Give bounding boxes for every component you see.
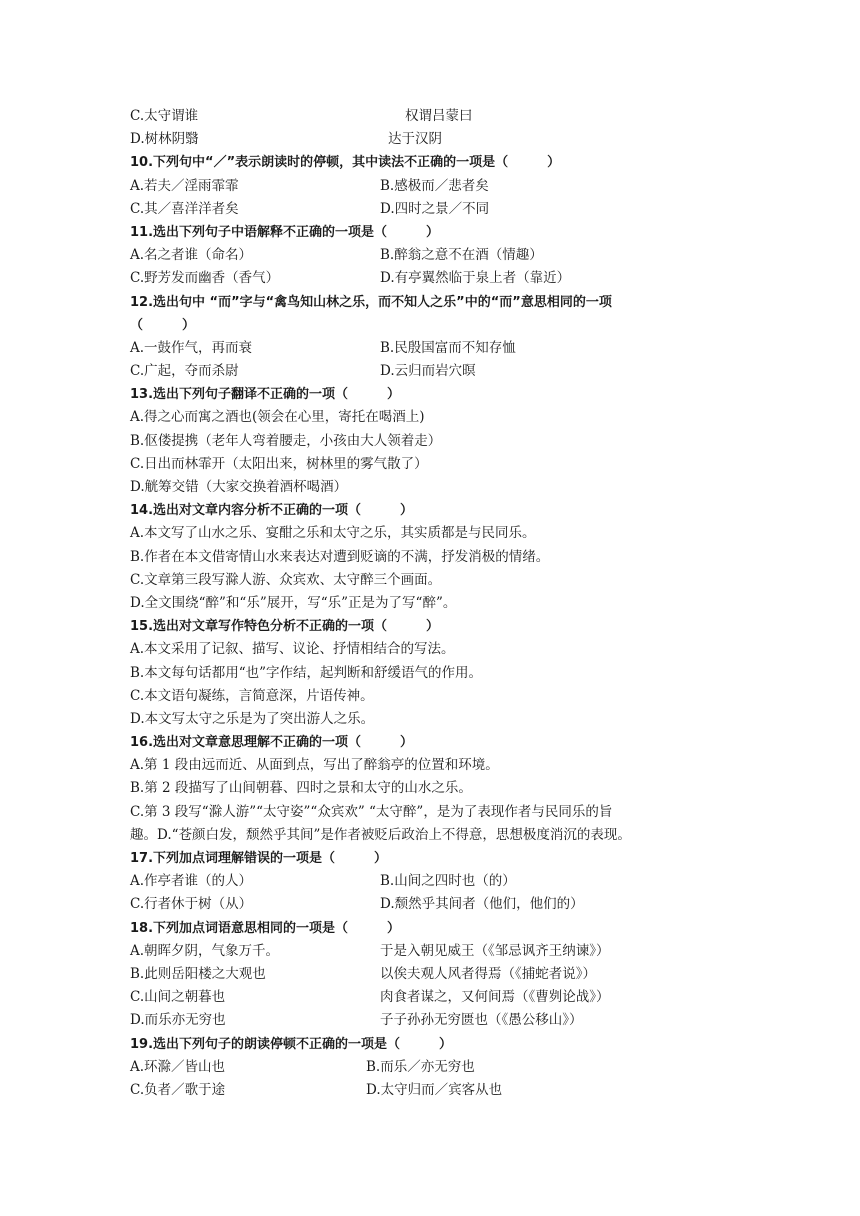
option-d: D.云归而岩穴暝 — [380, 363, 476, 380]
option-c: C.第 3 段写“滁人游”“太守姿”“众宾欢” “太守醉”，是为了表现作者与民同乐的旨 — [130, 803, 613, 820]
option-d: D.四时之景／不同 — [380, 200, 490, 217]
option-b-right: 以俟夫观人风者得焉（《捕蛇者说》） — [380, 965, 596, 982]
option-c: C.行者休于树（从） — [130, 896, 253, 913]
q12-options-ab — [130, 337, 740, 360]
exam-page — [130, 105, 740, 1102]
q11-options-cd — [130, 267, 740, 290]
question-16: 16.选出对文章意思理解不正确的一项（ ） — [130, 735, 414, 751]
option-b: B.民殷国富而不知存恤 — [380, 339, 516, 356]
option-a: A.环滁／皆山也 — [130, 1058, 226, 1075]
option-b-left: B.此则岳阳楼之大观也 — [130, 965, 266, 982]
option-text: D.树林阴翳 — [130, 131, 199, 148]
option-a: A.第 1 段由远而近、从面到点，写出了醉翁亭的位置和环境。 — [130, 757, 499, 774]
option-b: B.作者在本文借寄情山水来表达对遭到贬谪的不满，抒发消极的情绪。 — [130, 548, 550, 565]
option-c: C.日出而林霏开（太阳出来，树林里的雾气散了） — [130, 455, 428, 472]
option-d: D.觥筹交错（大家交换着酒杯喝酒） — [130, 479, 348, 495]
question-15: 15.选出对文章写作特色分析不正确的一项（ ） — [130, 619, 440, 635]
question-17: 17.下列加点词理解错误的一项是（ ） — [130, 851, 388, 866]
q11-options-ab — [130, 244, 740, 267]
q17-options-cd — [130, 893, 740, 916]
option-a: A.本文采用了记叙、描写、议论、抒情相结合的写法。 — [130, 641, 455, 658]
q19-options-cd — [130, 1079, 740, 1102]
q18-option-b — [130, 963, 740, 986]
q9-options-d — [130, 128, 740, 151]
option-text: 权谓吕蒙曰 — [405, 108, 473, 124]
q9-options-c — [130, 105, 740, 128]
q10-options-ab — [130, 175, 740, 198]
option-d: D.本文写太守之乐是为了突出游人之乐。 — [130, 710, 375, 727]
option-text: 达于汉阴 — [388, 131, 442, 148]
q12-options-cd — [130, 360, 740, 383]
question-18: 18.下列加点词语意思相同的一项是（ ） — [130, 920, 401, 936]
option-d: D.全文围绕“醉”和“乐”展开，写“乐”正是为了写“醉”。 — [130, 594, 457, 611]
option-d: D.有亭翼然临于泉上者（靠近） — [380, 270, 571, 287]
option-c: C.负者／歌于途 — [130, 1081, 226, 1098]
question-11: 11.选出下列句子中语解释不正确的一项是（ ） — [130, 224, 440, 240]
q18-option-c — [130, 986, 740, 1009]
option-text: C.太守谓谁 — [130, 108, 199, 124]
option-c-right: 肉食者谋之，又何间焉（《曹刿论战》） — [380, 989, 610, 1006]
option-d: D.颓然乎其间者（他们，他们的） — [380, 896, 584, 913]
question-10: 10.下列句中“／”表示朗读时的停顿，其中读法不正确的一项是（ ） — [130, 155, 561, 171]
option-b: B.本文每句话都用“也”字作结，起判断和舒缓语气的作用。 — [130, 664, 483, 681]
option-c-left: C.山间之朝暮也 — [130, 989, 226, 1006]
option-d-right: 子子孙孙无穷匮也（《愚公移山》） — [380, 1012, 583, 1029]
option-b: B.感极而／悲者矣 — [380, 177, 489, 194]
q18-option-d — [130, 1009, 740, 1032]
option-a: A.一鼓作气，再而衰 — [130, 339, 253, 356]
question-13: 13.选出下列句子翻译不正确的一项（ ） — [130, 387, 401, 403]
question-19: 19.选出下列句子的朗读停顿不正确的一项是（ ） — [130, 1036, 453, 1052]
option-b: B.醉翁之意不在酒（情趣） — [380, 247, 543, 264]
question-14: 14.选出对文章内容分析不正确的一项（ ） — [130, 503, 414, 519]
option-c-continued: 趣。D.“苍颜白发，颓然乎其间”是作者被贬后政治上不得意，思想极度消沉的表现。 — [130, 826, 631, 843]
option-c: C.野芳发而幽香（香气） — [130, 270, 280, 287]
q19-options-ab — [130, 1056, 740, 1079]
option-b: B.第 2 段描写了山间朝暮、四时之景和太守的山水之乐。 — [130, 780, 472, 797]
option-b: B.而乐／亦无穷也 — [366, 1058, 475, 1075]
q17-options-ab — [130, 870, 740, 893]
option-b: B.伛偻提携（老年人弯着腰走，小孩由大人领着走） — [130, 432, 442, 449]
option-d: D.太守归而／宾客从也 — [366, 1081, 503, 1098]
option-a: A.若夫／淫雨霏霏 — [130, 177, 239, 194]
option-c: C.广起，夺而杀尉 — [130, 363, 239, 380]
option-a: A.本文写了山水之乐、宴酣之乐和太守之乐，其实质都是与民同乐。 — [130, 525, 536, 542]
q18-option-a — [130, 940, 740, 963]
option-b: B.山间之四时也（的） — [380, 873, 516, 890]
option-c: C.文章第三段写滁人游、众宾欢、太守醉三个画面。 — [130, 571, 442, 588]
option-a-left: A.朝晖夕阴，气象万千。 — [130, 942, 280, 959]
option-d-left: D.而乐亦无穷也 — [130, 1012, 226, 1029]
question-12-paren: （ ） — [130, 317, 196, 333]
option-a-right: 于是入朝见威王（《邹忌讽齐王纳谏》） — [380, 942, 610, 959]
q10-options-cd — [130, 198, 740, 221]
option-a: A.作亭者谁（的人） — [130, 873, 253, 890]
option-a: A.得之心而寓之酒也(领会在心里，寄托在喝酒上) — [130, 409, 425, 426]
option-c: C.其／喜洋洋者矣 — [130, 200, 239, 217]
option-c: C.本文语句凝练，言简意深，片语传神。 — [130, 687, 374, 704]
question-12: 12.选出句中 “而”字与“禽鸟知山林之乐，而不知人之乐”中的“而”意思相同的一项 — [130, 294, 612, 310]
option-a: A.名之者谁（命名） — [130, 247, 253, 264]
